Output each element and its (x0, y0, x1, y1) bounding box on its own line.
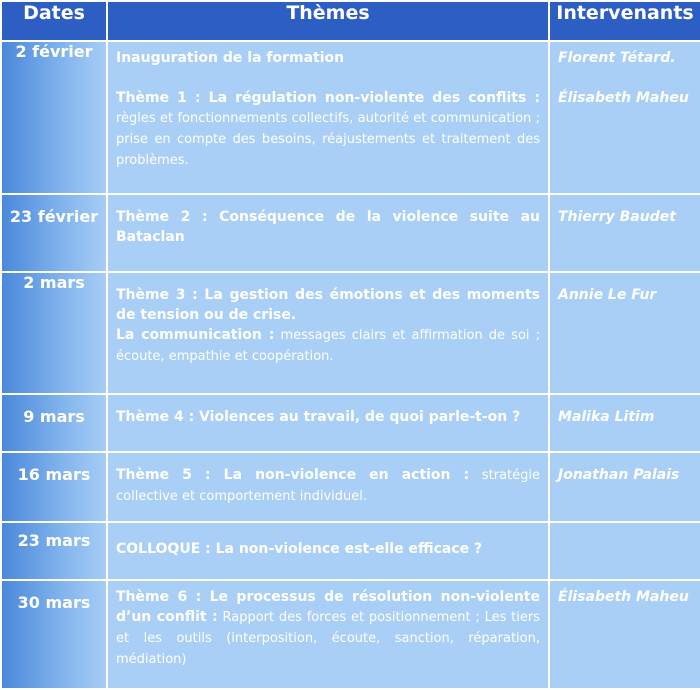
table-row (1, 522, 700, 580)
speaker-name: Élisabeth Maheu (558, 90, 689, 106)
theme-cell (107, 522, 549, 580)
theme-cell (107, 394, 549, 452)
date-cell: 2 février (1, 41, 107, 194)
speaker-name: Thierry Baudet (558, 209, 676, 225)
speaker-name: Jonathan Palais (558, 467, 680, 483)
theme-description: règles et fonctionnements collectifs, autorité et communication ; prise en compte des besoins, réajustements et traitement des problèmes. (116, 111, 540, 168)
theme-cell (107, 41, 549, 194)
date-cell: 23 mars (1, 522, 107, 580)
theme-description: messages clairs et affirmation de soi ; écoute, empathie et coopération. (116, 328, 540, 364)
theme-title: Thème 4 : Violences au travail, de quoi parle-t-on ? (116, 409, 521, 425)
theme-subtitle: La communication : (116, 327, 275, 343)
theme-cell (107, 580, 549, 689)
speaker-name: Florent Tétard. (558, 50, 676, 66)
speaker-cell (549, 194, 700, 272)
theme-title: Thème 1 : La régulation non-violente des conflits : (116, 90, 540, 106)
theme-description: stratégie collective et comportement individuel. (116, 468, 540, 504)
date-cell: 2 mars (1, 272, 107, 394)
table-row (1, 580, 700, 689)
table-row (1, 41, 700, 194)
speaker-name: Malika Litim (558, 409, 655, 425)
table-row (1, 272, 700, 394)
table-row (1, 194, 700, 272)
theme-title: Thème 3 : La gestion des émotions et des moments de tension ou de crise. (116, 287, 540, 323)
speaker-cell (549, 272, 700, 394)
theme-cell (107, 272, 549, 394)
date-cell: 30 mars (1, 580, 107, 689)
speaker-cell (549, 41, 700, 194)
table-row (1, 452, 700, 522)
speaker-cell (549, 580, 700, 689)
speaker-cell (549, 452, 700, 522)
header-themes: Thèmes (107, 1, 549, 41)
theme-title: Thème 6 : Le processus de résolution non-violente d’un conflit : (116, 589, 540, 625)
theme-cell (107, 452, 549, 522)
table-row (1, 394, 700, 452)
theme-description: Rapport des forces et positionnement ; Les tiers et les outils (interposition, écoute, sanction, réparation, médiation) (116, 610, 541, 667)
speaker-cell (549, 522, 700, 580)
speaker-name: Élisabeth Maheu (558, 589, 689, 605)
theme-title: COLLOQUE : La non-violence est-elle efficace ? (116, 541, 483, 557)
date-cell: 16 mars (1, 452, 107, 522)
theme-title: Thème 5 : La non-violence en action : (116, 467, 470, 483)
inauguration-text: Inauguration de la formation (116, 50, 345, 66)
date-cell: 23 février (1, 194, 107, 272)
date-cell: 9 mars (1, 394, 107, 452)
header-speakers: Intervenants (549, 1, 700, 41)
speaker-cell (549, 394, 700, 452)
speaker-name: Annie Le Fur (558, 287, 657, 303)
header-dates: Dates (1, 1, 107, 41)
theme-cell (107, 194, 549, 272)
theme-title: Thème 2 : Conséquence de la violence suite au Bataclan (116, 209, 540, 245)
table-header (1, 1, 700, 41)
